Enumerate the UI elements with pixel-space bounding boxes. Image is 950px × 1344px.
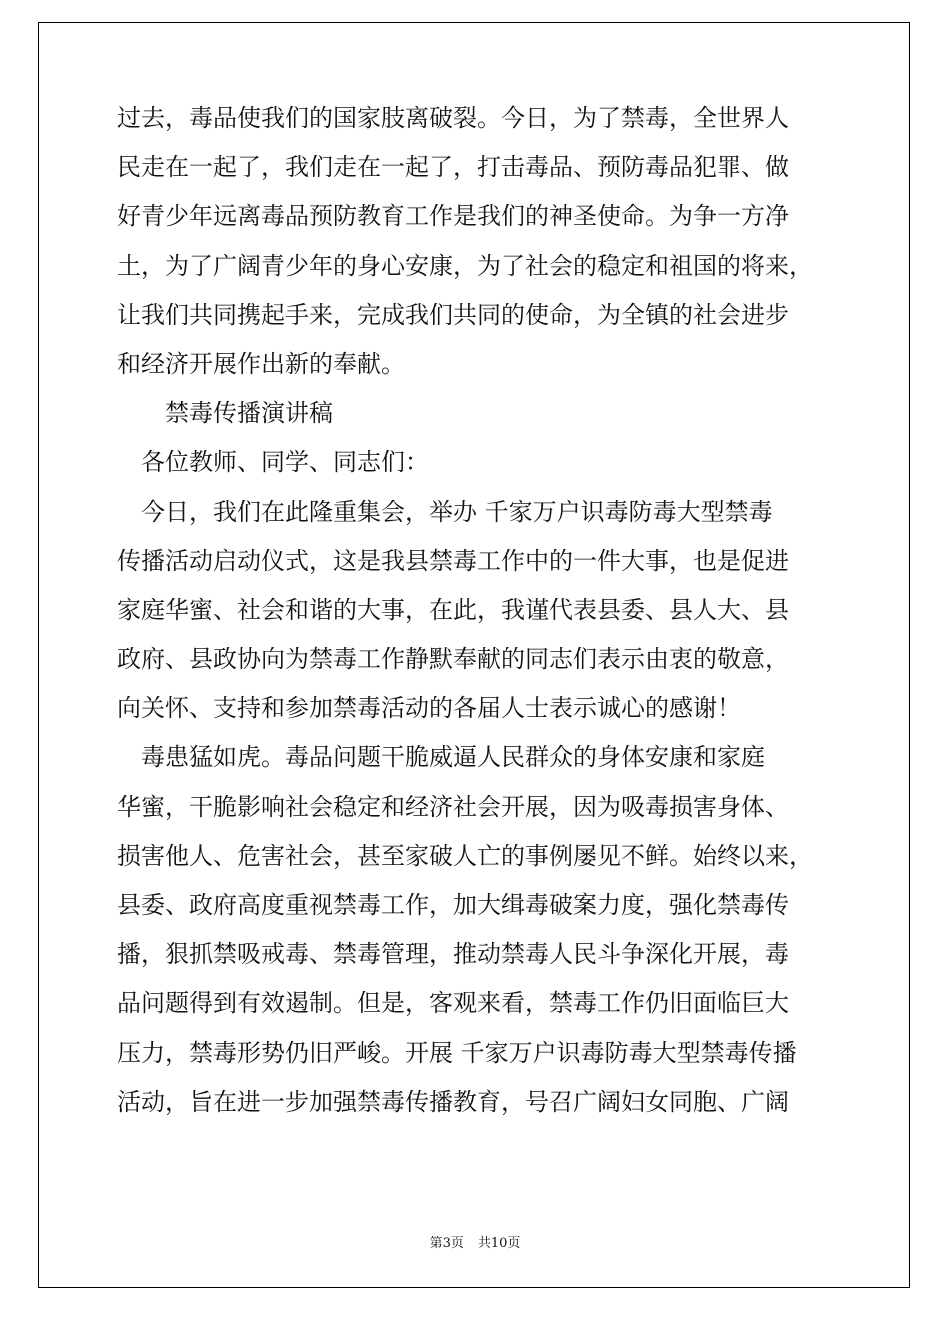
text-line: 压力，禁毒形势仍旧严峻。开展 千家万户识毒防毒大型禁毒传播 (117, 1038, 797, 1067)
text-line: 活动，旨在进一步加强禁毒传播教育，号召广阔妇女同胞、广阔 (117, 1087, 789, 1116)
text-line: 县委、政府高度重视禁毒工作，加大缉毒破案力度，强化禁毒传 (117, 891, 789, 919)
document-body (117, 94, 837, 1127)
text-line: 让我们共同携起手来，完成我们共同的使命，为全镇的社会进步 (117, 300, 789, 329)
page-number: 第3页 (429, 1236, 464, 1251)
salutation: 各位教师、同学、同志们： (117, 448, 429, 477)
text-line: 好青少年远离毒品预防教育工作是我们的神圣使命。为争一方净 (117, 202, 789, 231)
text-line: 土，为了广阔青少年的身心安康，为了社会的稳定和祖国的将来， (117, 251, 813, 280)
text-line: 播，狠抓禁吸戒毒、禁毒管理，推动禁毒人民斗争深化开展，毒 (117, 940, 789, 969)
text-line: 过去，毒品使我们的国家肢离破裂。今日，为了禁毒，全世界人 (117, 104, 789, 132)
text-line: 民走在一起了，我们走在一起了，打击毒品、预防毒品犯罪、做 (117, 153, 789, 182)
page-footer (0, 1232, 950, 1251)
text-line: 今日，我们在此隆重集会，举办 千家万户识毒防毒大型禁毒 (117, 497, 773, 526)
text-line: 政府、县政协向为禁毒工作静默奉献的同志们表示由衷的敬意， (117, 645, 789, 674)
text-line: 传播活动启动仪式，这是我县禁毒工作中的一件大事，也是促进 (117, 546, 789, 575)
text-line: 毒患猛如虎。毒品问题干脆威逼人民群众的身体安康和家庭 (117, 743, 765, 772)
text-line: 家庭华蜜、社会和谐的大事，在此，我谨代表县委、县人大、县 (117, 595, 789, 624)
text-line: 和经济开展作出新的奉献。 (117, 349, 405, 378)
text-line: 华蜜，干脆影响社会稳定和经济社会开展，因为吸毒损害身体、 (117, 792, 789, 821)
text-line: 损害他人、危害社会，甚至家破人亡的事例屡见不鲜。始终以来， (117, 841, 813, 870)
text-line: 品问题得到有效遏制。但是，客观来看，禁毒工作仍旧面临巨大 (117, 989, 789, 1018)
text-line: 向关怀、支持和参加禁毒活动的各届人士表示诚心的感谢！ (117, 694, 741, 723)
page-total: 共10页 (477, 1236, 521, 1251)
section-title: 禁毒传播演讲稿 (117, 399, 333, 428)
